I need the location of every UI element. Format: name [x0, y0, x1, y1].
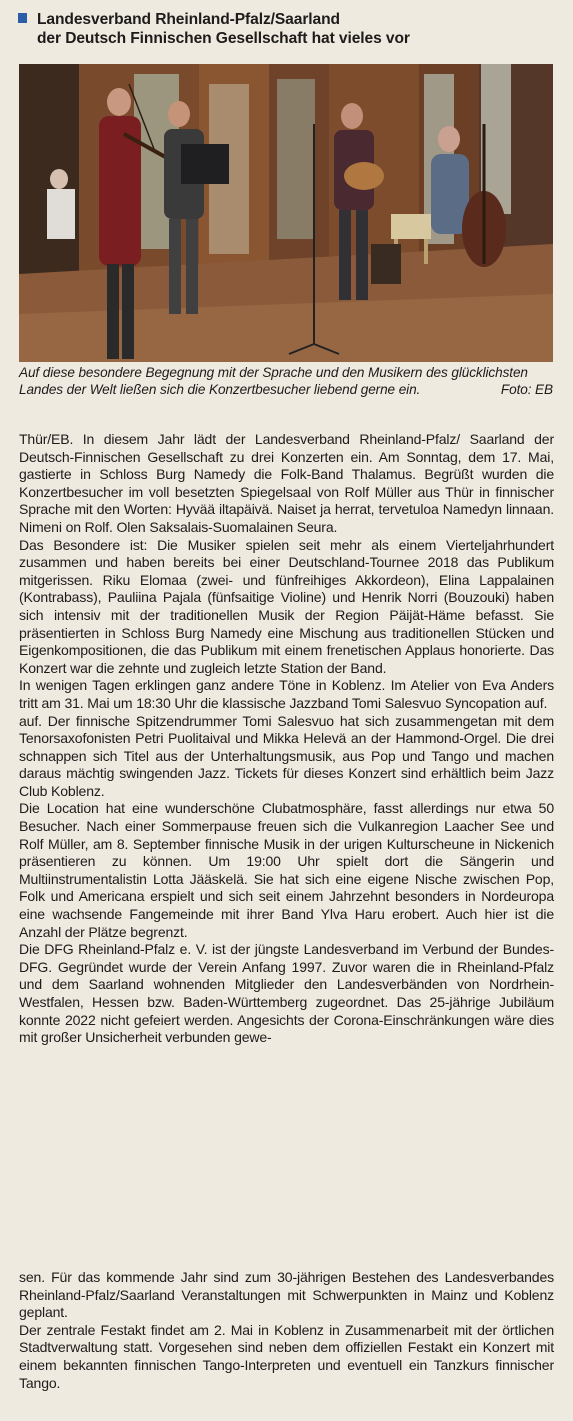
article-photo	[19, 64, 553, 362]
paragraph-6: Die DFG Rheinland-Pfalz e. V. ist der jüngste Landesverband im Verbund der Bundes-DFG. Gegründet wurde der Verein Anfang 1997. Zuvor waren die in Rheinland-Pfalz und dem Saarland wohnenden Mitglieder den Landesverbänden von Nordrhein-Westfalen, Hessen bzw. Baden-Württemberg zugeordnet. Das 25-jährige Jubiläum konnte 2022 nicht gefeiert werden. Angesichts der Corona-Einschränkungen wäre dies mit großer Unsicherheit verbunden gewe-	[19, 941, 554, 1046]
photo-credit: Foto: EB	[500, 382, 553, 397]
concert-photo-illustration	[19, 64, 553, 362]
caption-text: Auf diese besondere Begegnung mit der Sprache und den Musikern des glücklichsten Landes der Welt ließen sich die Konzertbesucher liebend gerne ein.	[19, 365, 528, 397]
article-continuation	[19, 1269, 554, 1392]
paragraph-2: Das Besondere ist: Die Musiker spielen seit mehr als einem Vierteljahrhundert zusammen und haben bereits bei einer Deutschland-Tournee 2018 das Publikum mitgerissen. Riku Elomaa (zwei- und fünfreihiges Akkordeon), Elina Lappalainen (Kontrabass), Pauliina Pajala (fünfsaitige Violine) und Henrik Norri (Bouzouki) haben sich intensiv mit der traditionellen Musik der Region Päijät-Häme befasst. Sie präsentierten in Schloss Burg Namedy eine Mischung aus traditionellen Stücken und Eigenkompositionen, die das Publikum mit einem frenetischen Applaus honorierte. Das Konzert war die zehnte und zugleich letzte Station der Band.	[19, 536, 554, 676]
continuation-paragraph-2: Der zentrale Festakt findet am 2. Mai in Koblenz in Zusammenarbeit mit der örtlichen Stadtverwaltung statt. Vorgesehen sind neben dem offiziellen Festakt ein Konzert mit einem bekannten finnischen Tango-Interpreten und eventuell ein Tanzkurs finnischer Tango.	[19, 1321, 554, 1391]
headline-text-1: Landesverband Rheinland-Pfalz/Saarland	[37, 11, 340, 28]
article-headline	[18, 10, 566, 48]
paragraph-5: Die Location hat eine wunderschöne Clubatmosphäre, fasst allerdings nur etwa 50 Besucher. Nach einer Sommerpause freuen sich die Vulkanregion Laacher See und Rolf Müller, am 8. September finnische Musik in der urigen Kulturscheune in Nickenich präsentieren zu können. Um 19:00 Uhr spielt dort die Sängerin und Multiinstrumentalistin Lotta Jääskelä. Sie hat sich eine eigene Nische zwischen Pop, Folk und Americana erspielt und sich seit einem Jahrzehnt besonders in Nordeuropa eine wachsende Fangemeinde mit ihrer Band Ylva Haru erobert. Auch hier ist die Anzahl der Plätze begrenzt.	[19, 800, 554, 940]
headline-line-1	[18, 10, 566, 29]
photo-caption	[19, 364, 553, 398]
paragraph-3: In wenigen Tagen erklingen ganz andere Töne in Koblenz. Im Atelier von Eva Anders tritt am 31. Mai um 18:30 Uhr die klassische Jazzband Tomi Salesvuo Syncopation auf.	[19, 677, 554, 711]
continuation-paragraph-1: sen. Für das kommende Jahr sind zum 30-jährigen Bestehen des Landesverbandes Rheinland-Pfalz/Saarland Veranstaltungen mit Schwerpunkten in Mainz und Koblenz geplant.	[19, 1269, 554, 1321]
blue-square-bullet-icon	[18, 13, 27, 23]
paragraph-4: auf. Der finnische Spitzendrummer Tomi Salesvuo hat sich zusammengetan mit dem Tenorsaxofonisten Petri Puolitaival und Mikka Helevä an der Hammond-Orgel. Die drei schnappen sich Titel aus der Unterhaltungsmusik, aus Pop und Tango und machen daraus mächtig swingenden Jazz. Tickets für dieses Konzert sind erhältlich beim Jazz Club Koblenz.	[19, 712, 554, 799]
headline-line-2: der Deutsch Finnischen Gesellschaft hat vieles vor	[37, 30, 410, 47]
paragraph-1: Thür/EB. In diesem Jahr lädt der Landesverband Rheinland-Pfalz/ Saarland der Deutsch-Finnischen Gesellschaft zu drei Konzerten ein. Am Sonntag, dem 17. Mai, gastierte in Schloss Burg Namedy die Folk-Band Thalamus. Begrüßt wurden die Konzertbesucher im voll besetzten Spiegelsaal von Rolf Müller aus Thür in finnischer Sprache mit den Worten: Hyvää iltapäivä. Naiset ja herrat, tervetuloa Namedyn linnaan. Nimeni on Rolf. Olen Saksalais-Suomalainen Seura.	[19, 431, 554, 535]
article-body	[19, 431, 554, 1047]
